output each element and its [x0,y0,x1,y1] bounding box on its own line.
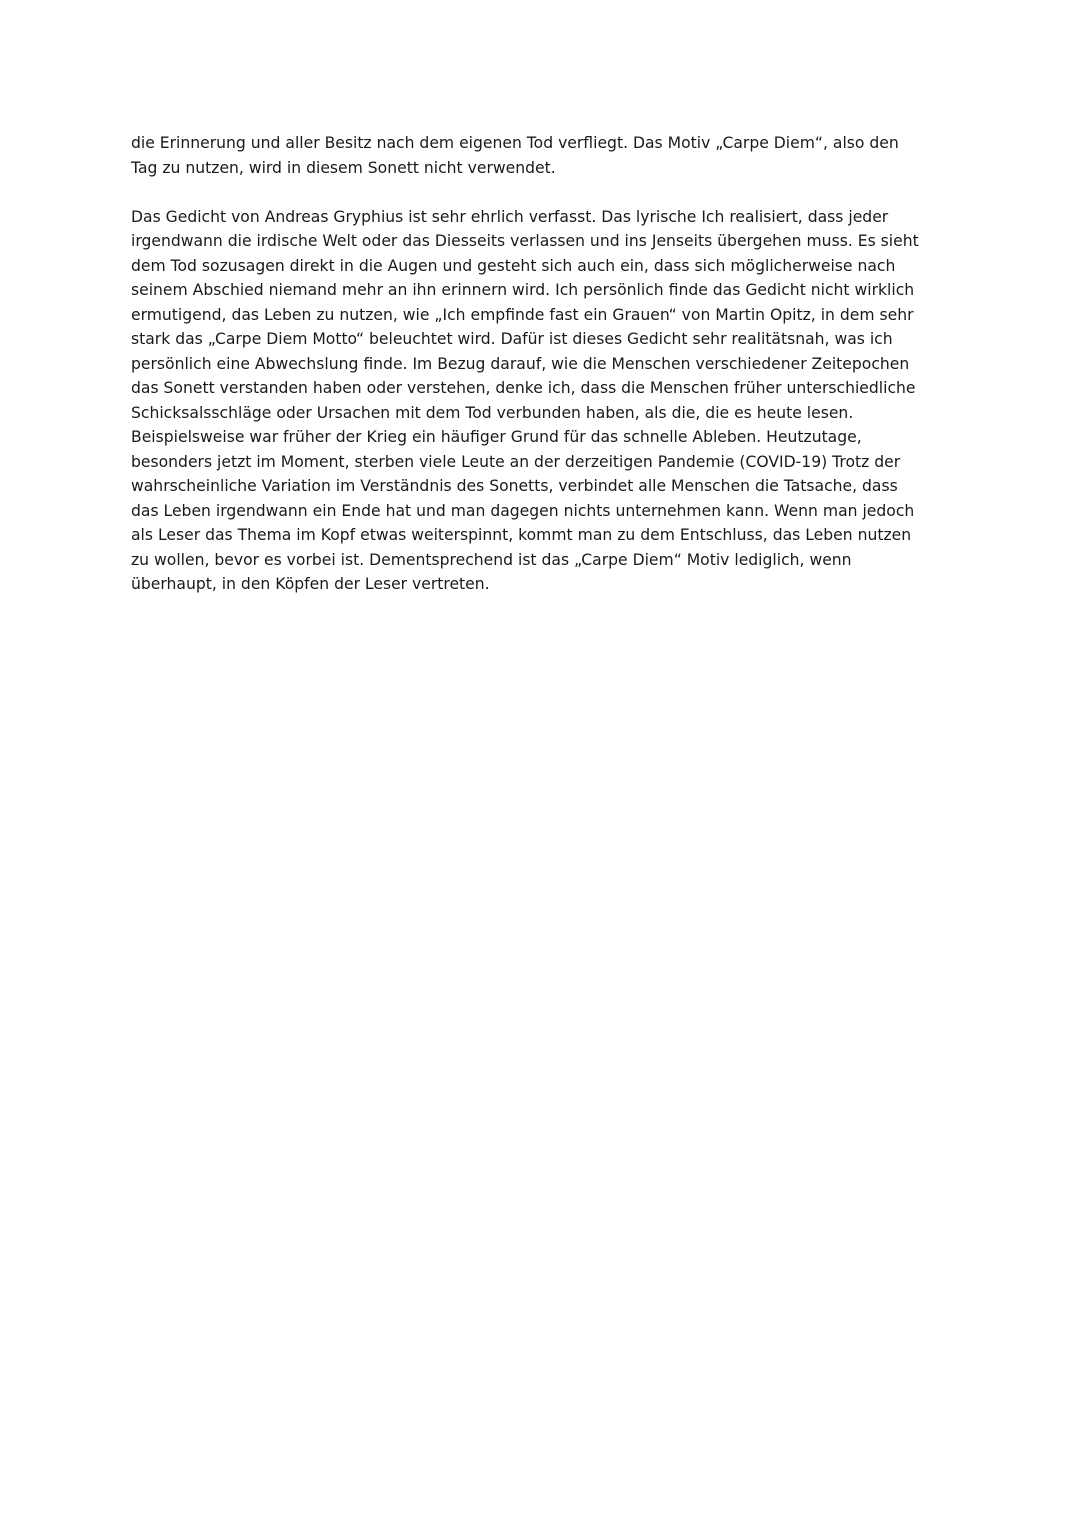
paragraph-2 [131,205,961,597]
text-line: wahrscheinliche Variation im Verständnis des Sonetts, verbindet alle Menschen die Tatsache, dass [131,477,898,495]
text-line: besonders jetzt im Moment, sterben viele Leute an der derzeitigen Pandemie (COVID-19) Trotz der [131,452,901,471]
paragraph-spacer [131,180,961,205]
paragraph-1 [131,131,961,180]
text-line: dem Tod sozusagen direkt in die Augen und gesteht sich auch ein, dass sich möglicherweise nach [131,256,896,275]
text-line: seinem Abschied niemand mehr an ihn erinnern wird. Ich persönlich finde das Gedicht nicht wirklich [131,281,915,299]
text-line: stark das „Carpe Diem Motto“ beleuchtet wird. Dafür ist dieses Gedicht sehr realitätsnah, was ich [131,330,893,348]
text-line: überhaupt, in den Köpfen der Leser vertreten. [131,575,490,593]
text-line: Beispielsweise war früher der Krieg ein häufiger Grund für das schnelle Ableben. Heutzutage, [131,428,862,446]
text-line: ermutigend, das Leben zu nutzen, wie „Ich empfinde fast ein Grauen“ von Martin Opitz, in dem sehr [131,305,914,324]
text-line: Das Gedicht von Andreas Gryphius ist sehr ehrlich verfasst. Das lyrische Ich realisiert, dass jeder [131,207,889,226]
document-body [131,131,961,597]
text-line: persönlich eine Abwechslung finde. Im Bezug darauf, wie die Menschen verschiedener Zeitepochen [131,354,910,373]
text-line: die Erinnerung und aller Besitz nach dem eigenen Tod verfliegt. Das Motiv „Carpe Diem“, also den [131,134,899,152]
text-line: Tag zu nutzen, wird in diesem Sonett nicht verwendet. [131,158,556,177]
text-line: irgendwann die irdische Welt oder das Diesseits verlassen und ins Jenseits übergehen muss. Es sieht [131,232,919,250]
text-line: zu wollen, bevor es vorbei ist. Dementsprechend ist das „Carpe Diem“ Motiv lediglich, wenn [131,550,852,569]
text-line: Schicksalsschläge oder Ursachen mit dem Tod verbunden haben, als die, die es heute lesen. [131,403,854,422]
text-line: das Sonett verstanden haben oder verstehen, denke ich, dass die Menschen früher unterschiedliche [131,379,916,397]
text-line: das Leben irgendwann ein Ende hat und man dagegen nichts unternehmen kann. Wenn man jedoch [131,501,915,520]
text-line: als Leser das Thema im Kopf etwas weiterspinnt, kommt man zu dem Entschluss, das Leben nutzen [131,526,912,544]
